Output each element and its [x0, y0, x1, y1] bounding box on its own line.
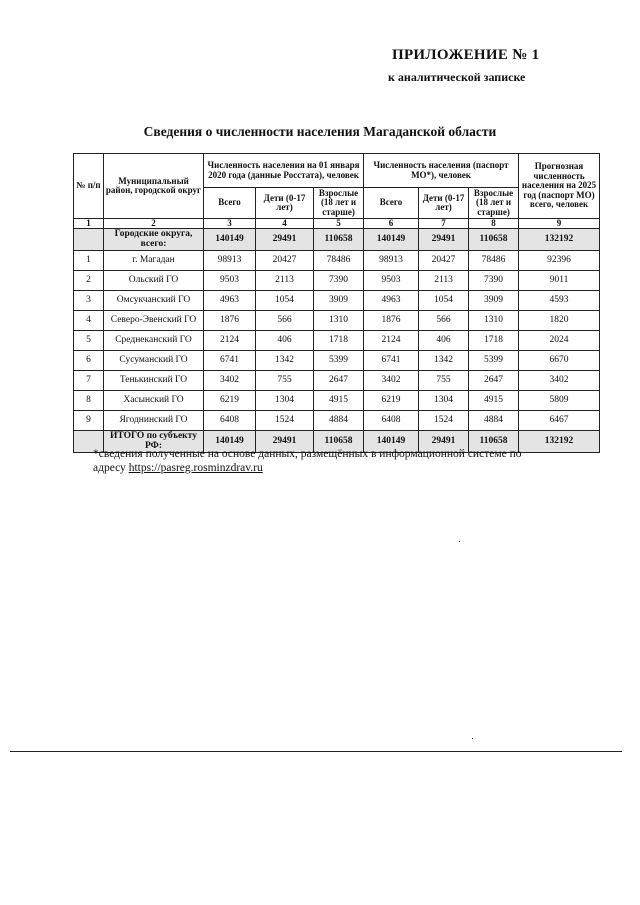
- row-number: 7: [74, 371, 104, 391]
- cell-value: 6741: [204, 351, 256, 371]
- header-passport-children: Дети (0-17 лет): [419, 188, 469, 219]
- cell-value: 4963: [204, 291, 256, 311]
- cell-value: 20427: [256, 251, 314, 271]
- cell-value: 3402: [364, 371, 419, 391]
- col-number: 6: [364, 219, 419, 229]
- row-number: 5: [74, 331, 104, 351]
- row-number: 9: [74, 411, 104, 431]
- header-rosstat-adults: Взрослые (18 лет и старше): [314, 188, 364, 219]
- scan-speck: [459, 541, 460, 542]
- cell-value: 9503: [204, 271, 256, 291]
- cell-value: 1310: [314, 311, 364, 331]
- table-row: [74, 391, 600, 411]
- cell-value: 2024: [519, 331, 600, 351]
- total-label: ИТОГО по субъекту РФ:: [104, 431, 204, 453]
- subtotal-value: 132192: [519, 229, 600, 251]
- subtotal-value: 110658: [314, 229, 364, 251]
- col-number: 3: [204, 219, 256, 229]
- row-number: 1: [74, 251, 104, 271]
- total-value: 110658: [314, 431, 364, 453]
- subtotal-value: 140149: [364, 229, 419, 251]
- cell-value: 2647: [314, 371, 364, 391]
- district-name: Ягоднинский ГО: [104, 411, 204, 431]
- cell-value: 4593: [519, 291, 600, 311]
- table-row: [74, 411, 600, 431]
- cell-value: 2113: [256, 271, 314, 291]
- cell-value: 1054: [256, 291, 314, 311]
- cell-value: 4884: [469, 411, 519, 431]
- cell-value: 1524: [419, 411, 469, 431]
- header-passport-total: Всего: [364, 188, 419, 219]
- cell-value: 6741: [364, 351, 419, 371]
- cell-value: 566: [419, 311, 469, 331]
- table-row: [74, 251, 600, 271]
- cell-value: 755: [256, 371, 314, 391]
- scan-speck: [472, 738, 473, 739]
- district-name: г. Магадан: [104, 251, 204, 271]
- cell-value: 6670: [519, 351, 600, 371]
- cell-value: 4884: [314, 411, 364, 431]
- cell-value: 5399: [314, 351, 364, 371]
- cell-value: 4915: [469, 391, 519, 411]
- total-value: 132192: [519, 431, 600, 453]
- row-number: 3: [74, 291, 104, 311]
- cell-value: 406: [256, 331, 314, 351]
- subtotal-value: 29491: [256, 229, 314, 251]
- appendix-title: ПРИЛОЖЕНИЕ № 1: [392, 47, 540, 63]
- header-rosstat: Численность населения на 01 января 2020 года (данные Росстата), человек: [204, 154, 364, 188]
- col-number: 9: [519, 219, 600, 229]
- table-row: [74, 271, 600, 291]
- col-number: 4: [256, 219, 314, 229]
- table-row: [74, 331, 600, 351]
- cell-value: 92396: [519, 251, 600, 271]
- cell-value: 6408: [364, 411, 419, 431]
- cell-value: 5809: [519, 391, 600, 411]
- cell-value: 2124: [204, 331, 256, 351]
- header-rosstat-children: Дети (0-17 лет): [256, 188, 314, 219]
- cell-value: 1876: [204, 311, 256, 331]
- cell-value: 406: [419, 331, 469, 351]
- cell-value: 98913: [364, 251, 419, 271]
- header-forecast: Прогнозная численность населения на 2025 год (паспорт МО) всего, человек: [519, 154, 600, 219]
- header-row-1: [74, 154, 600, 188]
- cell-value: 3909: [314, 291, 364, 311]
- district-name: Тенькинский ГО: [104, 371, 204, 391]
- cell-value: 20427: [419, 251, 469, 271]
- cell-value: 1876: [364, 311, 419, 331]
- header-rosstat-total: Всего: [204, 188, 256, 219]
- cell-value: 566: [256, 311, 314, 331]
- population-table: [73, 153, 600, 453]
- header-passport-adults: Взрослые (18 лет и старше): [469, 188, 519, 219]
- cell-value: 1820: [519, 311, 600, 331]
- cell-value: 6219: [204, 391, 256, 411]
- cell-value: 1304: [419, 391, 469, 411]
- cell-value: 1718: [314, 331, 364, 351]
- cell-value: 6408: [204, 411, 256, 431]
- cell-value: 1342: [256, 351, 314, 371]
- document-title: Сведения о численности населения Магаданской области: [143, 124, 497, 139]
- district-name: Омсукчанский ГО: [104, 291, 204, 311]
- cell-value: 1524: [256, 411, 314, 431]
- footnote-link[interactable]: https://pasreg.rosminzdrav.ru: [128, 462, 263, 474]
- subtotal-value: 29491: [419, 229, 469, 251]
- subtotal-value: 140149: [204, 229, 256, 251]
- header-num: № п/п: [74, 154, 104, 219]
- cell-value: 4963: [364, 291, 419, 311]
- cell-value: 2124: [364, 331, 419, 351]
- district-name: Ольский ГО: [104, 271, 204, 291]
- cell-value: 5399: [469, 351, 519, 371]
- bottom-rule: [10, 751, 622, 752]
- cell-value: 7390: [469, 271, 519, 291]
- cell-value: 3909: [469, 291, 519, 311]
- subtotal-label: Городские округа, всего:: [104, 229, 204, 251]
- row-number: 6: [74, 351, 104, 371]
- subtotal-row: [74, 229, 600, 251]
- row-number: 2: [74, 271, 104, 291]
- col-number: 1: [74, 219, 104, 229]
- cell-value: 7390: [314, 271, 364, 291]
- cell-value: 755: [419, 371, 469, 391]
- col-number: 5: [314, 219, 364, 229]
- cell-value: 4915: [314, 391, 364, 411]
- cell-value: 9011: [519, 271, 600, 291]
- row-number: 4: [74, 311, 104, 331]
- cell-value: 6467: [519, 411, 600, 431]
- data-rows: [74, 251, 600, 431]
- footnote: [93, 447, 523, 475]
- table-row: [74, 291, 600, 311]
- table-row: [74, 311, 600, 331]
- total-value: 29491: [256, 431, 314, 453]
- col-number: 8: [469, 219, 519, 229]
- cell-value: 1054: [419, 291, 469, 311]
- col-number: 2: [104, 219, 204, 229]
- cell-value: 3402: [519, 371, 600, 391]
- cell-value: 2647: [469, 371, 519, 391]
- table-row: [74, 351, 600, 371]
- table-row: [74, 371, 600, 391]
- cell-value: 78486: [314, 251, 364, 271]
- cell-value: 98913: [204, 251, 256, 271]
- cell-value: 3402: [204, 371, 256, 391]
- district-name: Сусуманский ГО: [104, 351, 204, 371]
- cell-value: 1718: [469, 331, 519, 351]
- cell-value: 1310: [469, 311, 519, 331]
- cell-value: 6219: [364, 391, 419, 411]
- subtotal-value: 110658: [469, 229, 519, 251]
- total-value: 140149: [204, 431, 256, 453]
- cell-value: 1304: [256, 391, 314, 411]
- total-value: 140149: [364, 431, 419, 453]
- appendix-subtitle: к аналитической записке: [388, 70, 526, 84]
- total-value: 110658: [469, 431, 519, 453]
- row-number: 8: [74, 391, 104, 411]
- district-name: Северо-Эвенский ГО: [104, 311, 204, 331]
- total-value: 29491: [419, 431, 469, 453]
- cell-value: 1342: [419, 351, 469, 371]
- district-name: Среднеканский ГО: [104, 331, 204, 351]
- footnote-text: *сведения полученные на основе данных, размещённых в информационной системе по адресу: [93, 448, 522, 474]
- column-number-row: [74, 219, 600, 229]
- col-number: 7: [419, 219, 469, 229]
- header-passport: Численность населения (паспорт МО*), человек: [364, 154, 519, 188]
- cell-value: 9503: [364, 271, 419, 291]
- district-name: Хасынский ГО: [104, 391, 204, 411]
- cell-value: 78486: [469, 251, 519, 271]
- header-district: Муниципальный район, городской округ: [104, 154, 204, 219]
- cell-value: 2113: [419, 271, 469, 291]
